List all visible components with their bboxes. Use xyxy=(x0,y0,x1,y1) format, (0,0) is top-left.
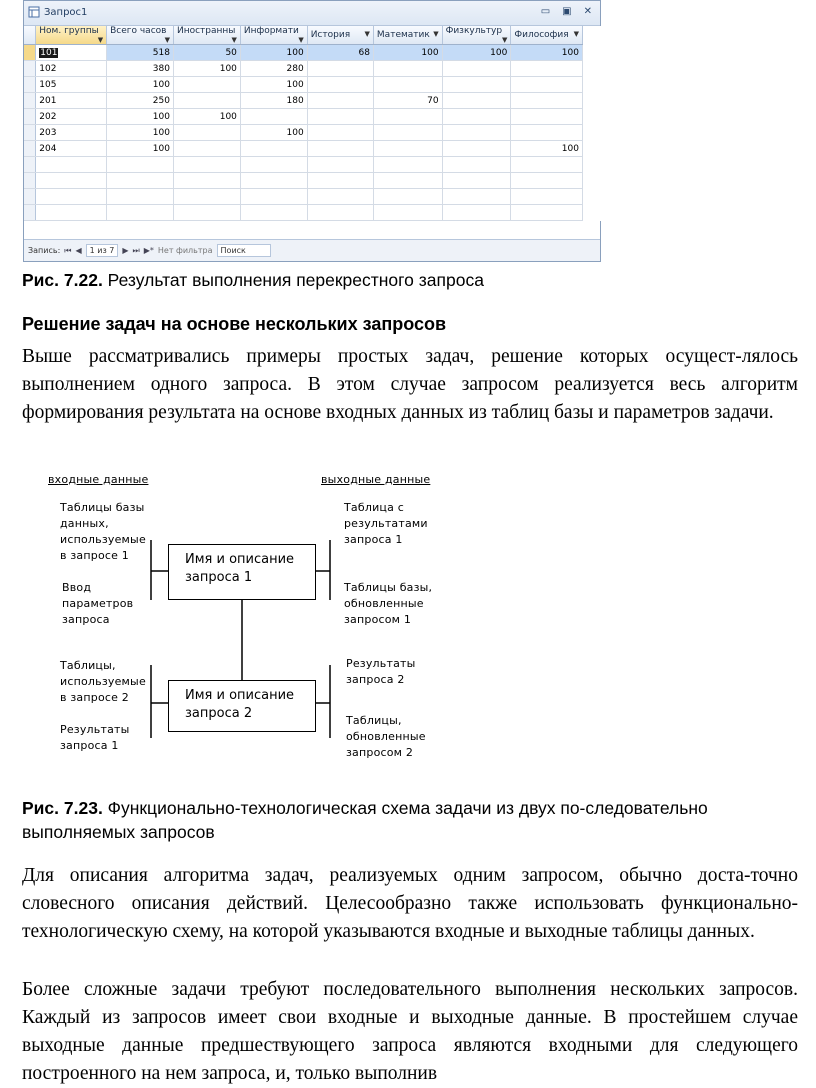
column-header[interactable]: Иностранны ▼ xyxy=(173,26,240,45)
table-cell[interactable]: 100 xyxy=(442,45,511,61)
table-cell[interactable]: 201 xyxy=(36,93,107,109)
table-row[interactable] xyxy=(24,61,602,77)
table-cell[interactable] xyxy=(307,157,373,173)
table-cell[interactable] xyxy=(240,205,307,221)
select-all-cell[interactable] xyxy=(24,26,36,45)
row-selector[interactable] xyxy=(24,125,36,141)
dropdown-arrow-icon[interactable]: ▼ xyxy=(433,30,439,38)
query-box: Имя и описание запроса 2 xyxy=(168,680,316,732)
table-row[interactable] xyxy=(24,173,602,189)
row-filler xyxy=(582,173,602,189)
table-cell[interactable]: 100 xyxy=(511,45,583,61)
table-cell[interactable]: 100 xyxy=(107,141,174,157)
record-navigator xyxy=(24,239,600,261)
row-filler xyxy=(582,109,602,125)
dropdown-arrow-icon[interactable]: ▼ xyxy=(573,30,579,38)
column-header[interactable]: История ▼ xyxy=(307,26,373,45)
table-cell[interactable] xyxy=(442,77,511,93)
table-cell[interactable]: 180 xyxy=(240,93,307,109)
table-cell[interactable]: 100 xyxy=(107,125,174,141)
last-record-icon[interactable]: ⏭ xyxy=(132,245,140,255)
column-header[interactable]: Ном. группы ▼ xyxy=(36,26,107,45)
table-cell[interactable] xyxy=(511,125,583,141)
figure-number: Рис. 7.23. xyxy=(22,798,103,818)
row-selector[interactable] xyxy=(24,61,36,77)
table-cell[interactable] xyxy=(107,189,174,205)
cell-value: 101 xyxy=(40,47,58,58)
record-position[interactable]: 1 из 7 xyxy=(86,244,119,257)
table-cell[interactable] xyxy=(173,173,240,189)
table-cell[interactable]: 380 xyxy=(107,61,174,77)
table-row[interactable] xyxy=(24,109,602,125)
table-row[interactable] xyxy=(24,125,602,141)
table-cell[interactable]: 100 xyxy=(107,109,174,125)
input-label: Ввод параметров запроса xyxy=(62,581,134,626)
dropdown-arrow-icon[interactable]: ▼ xyxy=(298,36,304,44)
records-label: Запись: xyxy=(28,246,61,255)
row-selector[interactable] xyxy=(24,205,36,221)
table-cell[interactable] xyxy=(173,189,240,205)
table-cell[interactable] xyxy=(36,45,107,61)
row-selector[interactable] xyxy=(24,45,36,61)
datasheet-grid[interactable] xyxy=(24,26,602,240)
table-cell[interactable]: 100 xyxy=(373,45,442,61)
maximize-button[interactable]: ▣ xyxy=(562,6,572,17)
new-record-icon[interactable]: ▶* xyxy=(143,246,154,255)
table-cell[interactable] xyxy=(307,61,373,77)
query-window xyxy=(23,0,601,262)
table-cell[interactable]: 280 xyxy=(240,61,307,77)
output-label: Таблица с результатами запроса 1 xyxy=(344,501,428,546)
table-cell[interactable]: 203 xyxy=(36,125,107,141)
table-cell[interactable] xyxy=(373,61,442,77)
row-selector[interactable] xyxy=(24,93,36,109)
table-cell[interactable]: 100 xyxy=(173,61,240,77)
table-cell[interactable] xyxy=(307,173,373,189)
table-cell[interactable] xyxy=(511,109,583,125)
table-cell[interactable] xyxy=(373,173,442,189)
table-cell[interactable] xyxy=(173,157,240,173)
flow-diagram xyxy=(0,460,816,780)
header-row xyxy=(24,26,602,45)
table-cell[interactable] xyxy=(240,157,307,173)
first-record-icon[interactable]: ⏮ xyxy=(64,245,72,255)
row-selector[interactable] xyxy=(24,157,36,173)
table-cell[interactable] xyxy=(240,109,307,125)
row-filler xyxy=(582,93,602,109)
table-cell[interactable] xyxy=(373,125,442,141)
table-cell[interactable]: 68 xyxy=(307,45,373,61)
table-cell[interactable] xyxy=(442,157,511,173)
paragraph: Выше рассматривались примеры простых задач, решение которых осущест-лялось выполнением одного запроса. В этом случае запросом реализуется весь алгоритм формирования результата на основе входных данных из таблиц базы и параметров задачи. xyxy=(22,346,798,423)
table-cell[interactable] xyxy=(442,141,511,157)
dropdown-arrow-icon[interactable]: ▼ xyxy=(164,36,170,44)
filter-indicator[interactable]: Нет фильтра xyxy=(157,246,213,255)
table-cell[interactable] xyxy=(173,93,240,109)
input-label: Таблицы, используемые в запросе 2 xyxy=(60,659,146,704)
row-filler xyxy=(582,61,602,77)
input-data-header: входные данные xyxy=(48,473,149,486)
table-cell[interactable] xyxy=(511,61,583,77)
close-button[interactable]: ✕ xyxy=(583,6,592,17)
table-cell[interactable] xyxy=(442,205,511,221)
table-cell[interactable] xyxy=(442,189,511,205)
table-cell[interactable] xyxy=(511,93,583,109)
table-cell[interactable] xyxy=(240,141,307,157)
search-input[interactable]: Поиск xyxy=(217,244,271,257)
table-cell[interactable] xyxy=(173,77,240,93)
table-cell[interactable] xyxy=(442,125,511,141)
table-cell[interactable]: 100 xyxy=(173,109,240,125)
table-cell[interactable] xyxy=(373,189,442,205)
table-cell[interactable]: 518 xyxy=(107,45,174,61)
table-cell[interactable]: 50 xyxy=(173,45,240,61)
window-title: Запрос1 xyxy=(44,7,88,18)
dropdown-arrow-icon[interactable]: ▼ xyxy=(501,36,508,44)
table-cell[interactable] xyxy=(307,189,373,205)
figure-caption-text: Функционально-технологическая схема задачи из двух по-следовательно выполняемых запросов xyxy=(22,798,708,842)
table-cell[interactable]: 250 xyxy=(107,93,174,109)
figure-caption xyxy=(22,268,484,292)
row-filler xyxy=(582,189,602,205)
table-cell[interactable]: 100 xyxy=(511,141,583,157)
column-header[interactable]: Всего часов ▼ xyxy=(107,26,174,45)
query-box: Имя и описание запроса 1 xyxy=(168,544,316,600)
table-cell[interactable] xyxy=(107,157,174,173)
table-cell[interactable] xyxy=(373,205,442,221)
table-cell[interactable] xyxy=(107,205,174,221)
query-icon xyxy=(28,6,40,18)
table-cell[interactable] xyxy=(240,173,307,189)
table-cell[interactable] xyxy=(107,173,174,189)
next-record-icon[interactable]: ▶ xyxy=(122,246,129,255)
table-row[interactable] xyxy=(24,157,602,173)
column-header[interactable]: Философия ▼ xyxy=(511,26,583,45)
row-filler xyxy=(582,205,602,221)
column-header[interactable]: Математик ▼ xyxy=(373,26,442,45)
row-filler xyxy=(582,45,602,61)
table-cell[interactable] xyxy=(173,141,240,157)
table-cell[interactable] xyxy=(307,141,373,157)
table-cell[interactable] xyxy=(240,189,307,205)
window-titlebar xyxy=(24,1,600,26)
table-cell[interactable] xyxy=(173,205,240,221)
table-cell[interactable] xyxy=(36,205,107,221)
paragraph: Более сложные задачи требуют последовательного выполнения нескольких запросов. Каждый из запросов имеет свои входные и выходные данные. В простейшем случае выходные данные предшествующего запроса являются входными для следующего построенного на нем запроса, и, только выполнив xyxy=(22,979,798,1084)
output-label: Таблицы базы, обновленные запросом 1 xyxy=(344,581,433,626)
input-label: Таблицы базы данных, используемые в запросе 1 xyxy=(60,501,146,562)
table-cell[interactable] xyxy=(373,77,442,93)
dropdown-arrow-icon[interactable]: ▼ xyxy=(364,30,370,38)
row-selector[interactable] xyxy=(24,77,36,93)
table-cell[interactable] xyxy=(511,205,583,221)
column-header[interactable]: Информати ▼ xyxy=(240,26,307,45)
output-label: Таблицы, обновленные запросом 2 xyxy=(346,714,426,759)
table-row[interactable] xyxy=(24,189,602,205)
table-cell[interactable]: 105 xyxy=(36,77,107,93)
table-row[interactable] xyxy=(24,141,602,157)
table-cell[interactable] xyxy=(307,93,373,109)
table-cell[interactable] xyxy=(307,109,373,125)
paragraph: Для описания алгоритма задач, реализуемых одним запросом, обычно доста-точно словесного описания действий. Целесообразно также использовать функционально-технологическую схему, на которой указываются входные и выходные таблицы данных. xyxy=(22,865,798,942)
row-selector[interactable] xyxy=(24,141,36,157)
previous-record-icon[interactable]: ◀ xyxy=(75,246,82,255)
table-cell[interactable] xyxy=(511,77,583,93)
figure-caption xyxy=(22,796,798,844)
table-cell[interactable] xyxy=(442,93,511,109)
table-cell[interactable] xyxy=(173,125,240,141)
table-cell[interactable] xyxy=(373,157,442,173)
table-cell[interactable]: 100 xyxy=(240,125,307,141)
table-cell[interactable] xyxy=(442,109,511,125)
table-row[interactable] xyxy=(24,205,602,221)
output-data-header: выходные данные xyxy=(321,473,431,486)
table-cell[interactable] xyxy=(36,189,107,205)
table-cell[interactable]: 102 xyxy=(36,61,107,77)
table-cell[interactable] xyxy=(511,173,583,189)
column-header[interactable]: Физкультур ▼ xyxy=(442,26,511,45)
table-cell[interactable] xyxy=(307,77,373,93)
table-row[interactable] xyxy=(24,77,602,93)
table-cell[interactable] xyxy=(442,173,511,189)
row-filler xyxy=(582,157,602,173)
table-cell[interactable]: 100 xyxy=(240,77,307,93)
row-selector[interactable] xyxy=(24,173,36,189)
table-cell[interactable] xyxy=(373,109,442,125)
minimize-button[interactable]: ▭ xyxy=(540,6,551,17)
row-filler xyxy=(582,125,602,141)
table-cell[interactable]: 100 xyxy=(107,77,174,93)
table-cell[interactable]: 70 xyxy=(373,93,442,109)
table-row[interactable] xyxy=(24,93,602,109)
row-selector[interactable] xyxy=(24,109,36,125)
table-cell[interactable] xyxy=(442,61,511,77)
table-cell[interactable] xyxy=(307,125,373,141)
table-cell[interactable] xyxy=(307,205,373,221)
header-filler xyxy=(582,26,602,45)
input-label: Результаты запроса 1 xyxy=(60,723,130,752)
table-cell[interactable] xyxy=(36,157,107,173)
table-cell[interactable] xyxy=(511,157,583,173)
table-cell[interactable]: 204 xyxy=(36,141,107,157)
dropdown-arrow-icon[interactable]: ▼ xyxy=(97,36,104,44)
row-filler xyxy=(582,77,602,93)
figure-number: Рис. 7.22. xyxy=(22,270,103,290)
output-label: Результаты запроса 2 xyxy=(346,657,416,686)
row-filler xyxy=(582,141,602,157)
table-row[interactable] xyxy=(24,45,602,61)
table-cell[interactable]: 202 xyxy=(36,109,107,125)
table-cell[interactable] xyxy=(36,173,107,189)
row-selector[interactable] xyxy=(24,189,36,205)
table-cell[interactable]: 100 xyxy=(240,45,307,61)
figure-caption-text: Результат выполнения перекрестного запроса xyxy=(102,270,484,290)
table-cell[interactable] xyxy=(373,141,442,157)
table-cell[interactable] xyxy=(511,189,583,205)
section-heading: Решение задач на основе нескольких запросов xyxy=(22,314,447,334)
dropdown-arrow-icon[interactable]: ▼ xyxy=(231,36,237,44)
